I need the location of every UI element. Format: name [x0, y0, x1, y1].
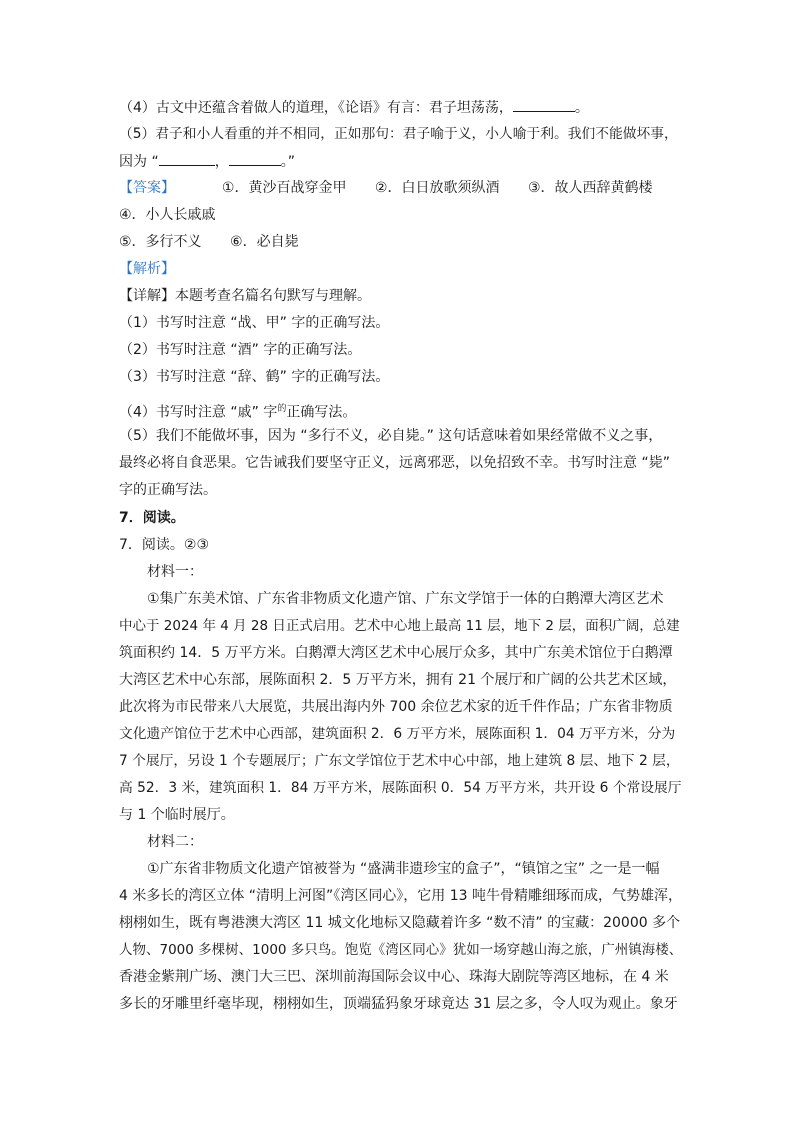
material-2-line: 4 米多长的湾区立体 “清明上河图”《湾区同心》，它用 13 吨牛骨精雕细琢而成，气势雄浑，: [119, 888, 683, 904]
question-5-end: 。”: [280, 154, 295, 170]
analysis-label: 【解析】: [119, 261, 175, 277]
answer-item: ⑤．多行不义: [119, 234, 202, 250]
material-1-line: 筑面积约 14．5 万平方米。白鹅潭大湾区艺术中心展厅众多，其中广东美术馆位于白鹅潭: [119, 645, 673, 661]
answer-item: ⑥．必自毙: [230, 234, 299, 250]
material-2-line: 香港金紫荆广场、澳门大三巴、深圳前海国际会议中心、珠海大剧院等湾区地标，在 4 米: [119, 969, 669, 985]
analysis-line-5: （5）我们不能做坏事，因为 “多行不义，必自毙。” 这句话意味着如果经常做不义之事，: [119, 428, 663, 444]
answer-label: 【答案】: [119, 180, 175, 196]
analysis-line-5: 字的正确写法。: [119, 482, 217, 498]
question-4-end: 。: [574, 100, 589, 116]
answer-blank: [513, 97, 575, 112]
analysis-line-4-suffix: 正确写法。: [286, 404, 357, 421]
material-1-line: 文化遗产馆位于艺术中心西部，建筑面积 2．6 万平方米，展陈面积 1．04 万平方米，分为: [119, 726, 676, 742]
question-5-line2: [119, 151, 295, 172]
q7-heading: 7．阅读。: [119, 510, 185, 526]
material-2-line: 人物、7000 多棵树、1000 多只鸟。饱览《湾区同心》犹如一场穿越山海之旅，广州镇海楼、: [119, 942, 683, 958]
material-2-line: 多长的牙雕里纤毫毕现，栩栩如生，顶端猛犸象牙球竟达 31 层之多，令人叹为观止。象牙: [119, 996, 678, 1012]
analysis-line: （2）书写时注意 “酒” 字的正确写法。: [119, 342, 362, 358]
material-2-line: 栩栩如生，既有粤港澳大湾区 11 城文化地标又隐藏着许多 “数不清” 的宝藏：20000 多个: [119, 915, 681, 931]
material-1-line: 7 个展厅，另设 1 个专题展厅；广东文学馆位于艺术中心中部，地上建筑 8 层、地下 2 层，: [119, 753, 680, 769]
material-2-line: ①广东省非物质文化遗产馆被誉为 “盛满非遗珍宝的盒子”，“镇馆之宝” 之一是一幅: [147, 861, 660, 877]
answer-row-1: [119, 178, 653, 198]
analysis-line-4-small: 的: [277, 404, 287, 414]
answer-blank: [159, 151, 215, 166]
material-1-line: 此次将为市民带来八大展览，共展出海内外 700 余位艺术家的近千件作品；广东省非物质: [119, 699, 673, 715]
material-1-line: 中心于 2024 年 4 月 28 日正式启用。艺术中心地上最高 11 层，地下 2 层，面积广阔，总建: [119, 618, 680, 634]
answer-row-3: [119, 232, 299, 252]
analysis-line-5: 最终必将自食恶果。它告诫我们要坚守正义，远离邪恶，以免招致不幸。书写时注意 “毙”: [119, 455, 670, 471]
question-5-prefix: 因为 “: [119, 154, 159, 170]
answer-item: ③．故人西辞黄鹤楼: [527, 180, 653, 196]
answer-item: ②．白日放歌须纵酒: [374, 180, 500, 196]
question-5-line1: （5）君子和小人看重的并不相同，正如那句：君子喻于义，小人喻于利。我们不能做坏事，: [119, 126, 678, 142]
question-5-mid: ，: [214, 154, 229, 170]
q7-sub: 7．阅读。②③: [119, 537, 210, 553]
question-4: [119, 97, 589, 118]
answer-item: ④．小人长戚戚: [119, 207, 216, 223]
answer-row-2: [119, 205, 216, 225]
answer-blank: [229, 151, 281, 166]
material-1-line: 大湾区艺术中心东部，展陈面积 2．5 万平方米，拥有 21 个展厅和广阔的公共艺术区域，: [119, 672, 677, 688]
material-1-title: 材料一：: [147, 564, 203, 580]
material-2-title: 材料二：: [147, 834, 203, 850]
question-4-text: （4）古文中还蕴含着做人的道理，《论语》有言：君子坦荡荡，: [119, 100, 513, 116]
answer-item: ①．黄沙百战穿金甲: [221, 180, 347, 196]
analysis-line-4-prefix: （4）书写时注意 “戚” 字: [119, 404, 278, 421]
detail-title: 【详解】本题考查名篇名句默写与理解。: [119, 288, 371, 304]
material-1-line: 高 52．3 米，建筑面积 1．84 万平方米，展陈面积 0．54 万平方米，共开设 6 个常设展厅: [119, 780, 682, 796]
material-1-line: 与 1 个临时展厅。: [119, 807, 235, 823]
analysis-line: （1）书写时注意 “战、甲” 字的正确写法。: [119, 315, 390, 331]
analysis-line-4: [119, 399, 356, 423]
material-1-line: ①集广东美术馆、广东省非物质文化遗产馆、广东文学馆于一体的白鹅潭大湾区艺术: [147, 591, 664, 607]
analysis-line: （3）书写时注意 “辞、鹤” 字的正确写法。: [119, 369, 390, 385]
